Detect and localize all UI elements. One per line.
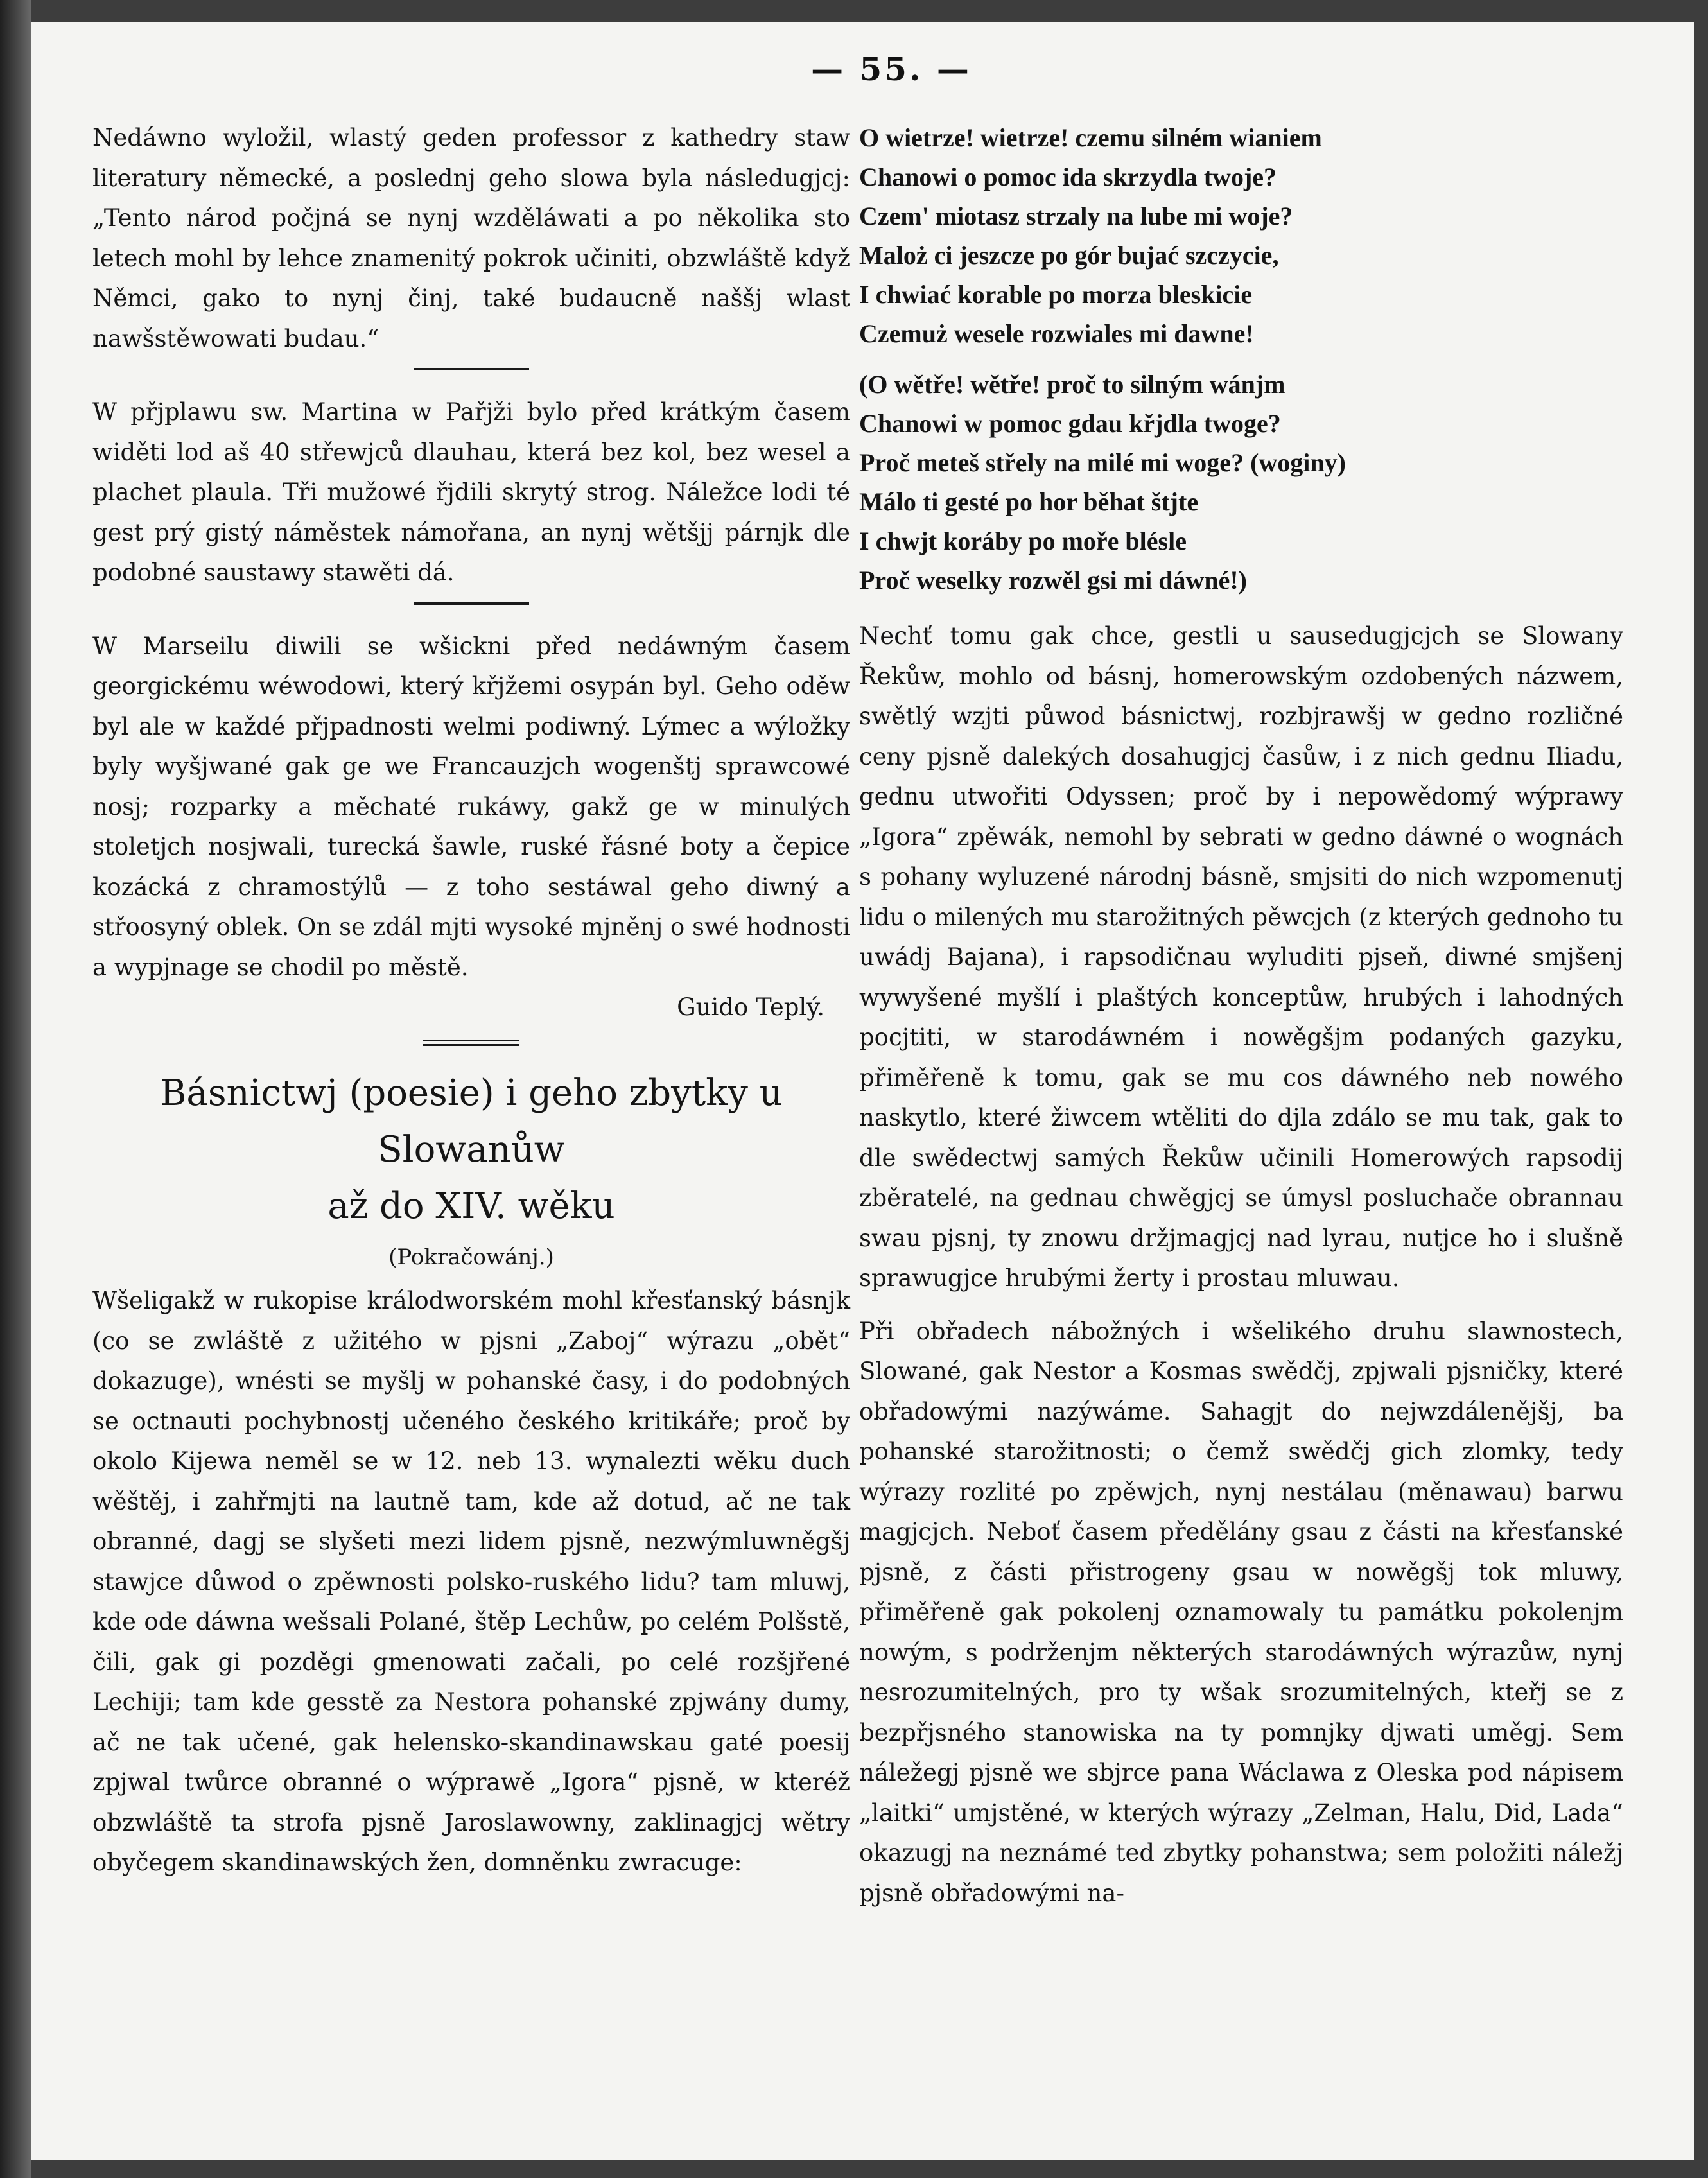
article-poetry-body: Wšeligakž w rukopise králodworském mohl křesťanský básnjk (co se zwláště z užitého w pjsni „Zaboj“ wýrazu „obět“ dokazuge), wnésti se myšlj w pohanské časy, i do podobných se octnauti pochybnostj učeného českého kritikáře; proč by okolo Kijewa neměl se w 12. neb 13. wynalezti wěku duch wěštěj, i zahřmjti na lautně tam, kde až dotud, ač ne tak obranné, dagj se slyšeti mezi lidem pjsně, nezwýmluwněgšj stawjce důwod o zpěwnosti polsko-ruského lidu? tam mluwj, kde ode dáwna wešsali Polané, štěp Lechůw, po celém Polšstě, čili, gak gi pozděgi gmenowati začali, po celé rozšjřené Lechiji; tam kde gesstě za Nestora pohanské zpjwány dumy, ač ne tak učené, gak helensko-skandinawskau gaté poesij zpjwal twůrce obranné o wýprawě „Igora“ pjsně, w kteréž obzwláště ta strofa pjsně Jaroslawowny, zaklinagjcj wětry obyčegem skandinawských žen, domněnku zwracuge:: [92, 1287, 850, 1876]
article-professor: Nedáwno wyložil, wlastý geden professor z kathedry staw literatury německé, a poslednj geho slowa byla následugjcj: „Tento národ počjná se nynj wzděláwati a po několika sto letech mohl by lehce znamenitý pokrok učiniti, obzwláště když Němci, gako to nynj činj, také budaucně naššj wlast nawšstěwowati budau.“: [92, 124, 850, 353]
verse-polish: [859, 118, 1623, 353]
separator-rule: [414, 368, 529, 370]
verse-line: O wietrze! wietrze! czemu silném wianiem: [859, 123, 1322, 152]
verse-line: I chwjt koráby po moře blésle: [859, 527, 1187, 555]
verse-line: Czem' miotasz strzaly na lube mi woje?: [859, 202, 1293, 231]
verse-line: (O wětře! wětře! proč to silným wánjm: [859, 370, 1285, 399]
verse-line: Chanowi w pomoc gdau křjdla twoge?: [859, 409, 1281, 438]
page-number: — 55. —: [811, 50, 972, 88]
article-poetry-continuation: Nechť tomu gak chce, gestli u sausedugjcjch se Slowany Řekůw, mohlo od básnj, homerowským ozdobených názwem, swětlý wzjti půwod básnictwj, rozbjrawšj w gedno rozličné ceny pjsně dalekých dosahugjcj časůw, i z nich gednu Iliadu, gednu utwořiti Odyssen; proč by i nepowědomý wýprawy „Igora“ zpěwák, nemohl by sebrati w gedno dáwné o wognách s pohany wyluzené národnj básně, smjsiti do nich wzpomenutj lidu o milených mu starožitných pěwcjch (z kterých gednoho tu uwádj Bajana), i rapsodičnau wyluditi pjseň, diwné smjšenj wywyšené myšlí i plaštých konceptůw, hrubých i lahodných pocjtiti, w starodáwném i nowěgšjm podaných gazyku, přiměřeně k tomu, gak se mu cos dáwného neb nowého naskytlo, které žiwcem wtěliti do djla zdálo se mu tak, gak to dle swědectwj samých Řekůw učinili Homerowých rapsodij zběratelé, na gednau chwěgjcj se úmysl posluchače obrannau swau pjsnj, ty znowu držjmagjcj nad lyrau, nutjce ho i slušně sprawugjce hrubými žerty i prostau mluwau.: [859, 622, 1623, 1292]
article-subtitle: (Pokračowánj.): [388, 1244, 554, 1270]
left-column: [92, 118, 850, 1883]
verse-line: Czemuż wesele rozwiales mi dawne!: [859, 319, 1254, 348]
separator-rule: [414, 602, 529, 605]
newspaper-page: [31, 22, 1694, 2160]
article-title-line-2: až do XIV. wěku: [327, 1185, 615, 1227]
article-paris-boat: W přjplawu sw. Martina w Pařjži bylo před krátkým časem widěti lod aš 40 střewjců dlauhau, která bez kol, bez wesel a plachet plaula. Tři mužowé řjdili skrytý strog. Náležce lodi té gest prý gistý náměstek námořana, an nynj wětšjj párnjk dle podobné saustawy stawěti dá.: [92, 398, 850, 586]
verse-line: Maloż ci jeszcze po gór bujać szczycie,: [859, 241, 1279, 270]
verse-line: Chanowi o pomoc ida skrzydla twoje?: [859, 162, 1277, 191]
verse-line: Proč meteš střely na milé mi woge? (woginy): [859, 448, 1346, 477]
article-title-line-1: Básnictwj (poesie) i geho zbytky u Slowanůw: [160, 1072, 783, 1171]
verse-czech: [859, 365, 1623, 600]
article-title: [92, 1065, 850, 1235]
verse-line: Málo ti gesté po hor běhat štjte: [859, 487, 1199, 516]
verse-line: Proč weselky rozwěl gsi mi dáwné!): [859, 566, 1247, 595]
right-column: [859, 118, 1623, 1913]
author-signature: Guido Teplý.: [677, 993, 824, 1021]
verse-line: I chwiać korable po morza bleskicie: [859, 280, 1253, 309]
scanned-binding-edge: [0, 0, 31, 2178]
article-ritual-songs: Při obřadech nábožných i wšelikého druhu slawnostech, Slowané, gak Nestor a Kosmas swědčj, zpjwali pjsničky, které obřadowými nazýwáme. Sahagjt do nejwzdálenějšj, ba pohanské starožitnosti; o čemž swědčj gich zlomky, tedy wýrazy rozlité po zpěwjch, nynj nestálau (měnawau) barwu magjcjch. Neboť časem předělány gsau z části na křesťanské pjsně, z části přistrogeny gsau w nowěgšj tok mluwy, přiměřeně gak pokolenj oznamowaly tu památku pokolenjm nowým, s podrženjm některých starodáwných wýrazůw, nynj nesrozumitelných, pro ty wšak srozumitelných, kteřj se z bezpřjsného stanowiska na ty pomnjky djwati uměgj. Sem náležegj pjsně we sbjrce pana Wáclawa z Oleska pod nápisem „laitki“ umjstěné, w kterých wýrazy „Zelman, Halu, Did, Lada“ okazugj na neznámé ted zbytky pohanstwa; sem položiti náležj pjsně obřadowými na-: [859, 1317, 1623, 1907]
article-marseille: W Marseilu diwili se wšickni před nedáwným časem georgickému wéwodowi, který křjžemi osypán byl. Geho oděw byl ale w každé přjpadnosti welmi podiwný. Lýmec a wýložky byly wyšjwané gak ge we Francauzjch wogenštj sprawcowé nosj; rozparky a měchaté rukáwy, gakž ge w minulých stoletjch nosjwali, turecká šawle, ruské řásné boty a čepice kozácká z chramostýlů — z toho sestáwal geho diwný a střoosyný oblek. On se zdál mjti wysoké mjněnj o swé hodnosti a wypjnage se chodil po městě.: [92, 632, 850, 981]
double-separator-rule: [423, 1040, 519, 1046]
